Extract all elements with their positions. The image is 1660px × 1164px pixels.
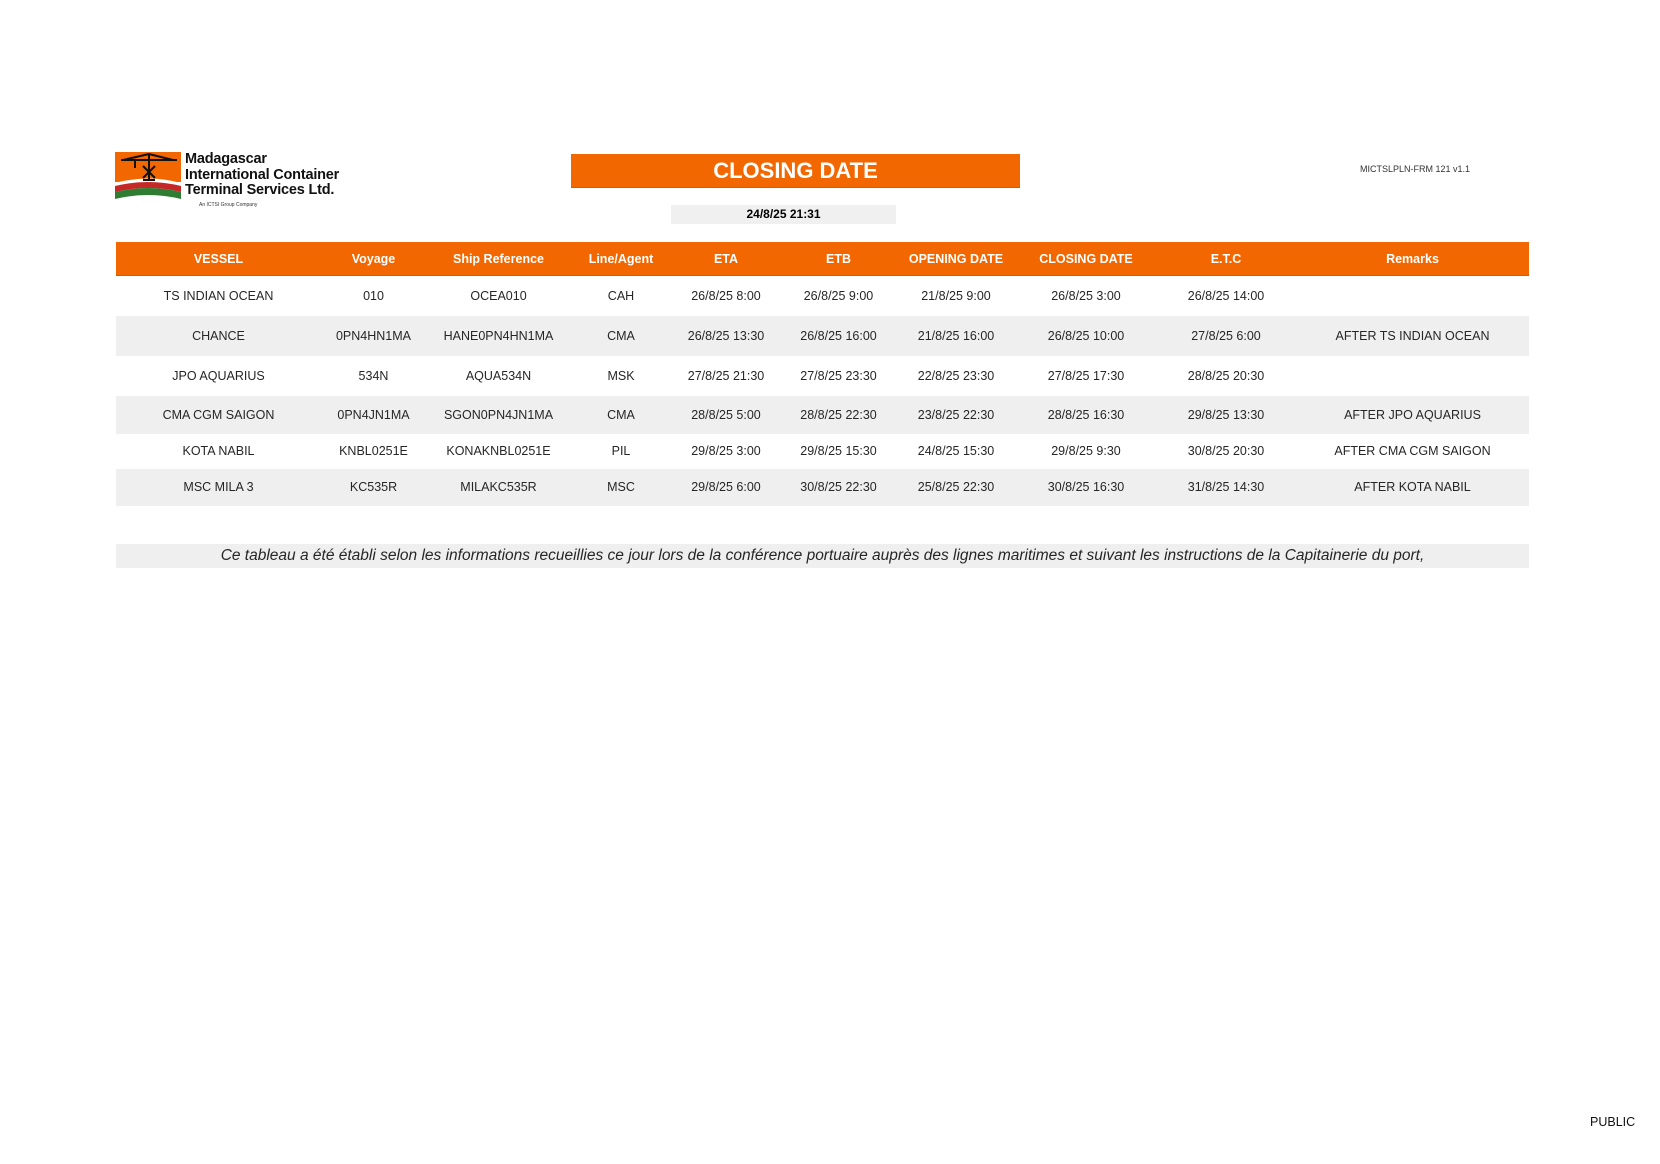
cell-etb: 27/8/25 23:30 xyxy=(781,356,896,396)
cell-remarks xyxy=(1296,276,1529,316)
cell-eta: 26/8/25 13:30 xyxy=(671,316,781,356)
cell-closing-date: 27/8/25 17:30 xyxy=(1016,356,1156,396)
cell-line-agent: CMA xyxy=(571,316,671,356)
cell-remarks: AFTER KOTA NABIL xyxy=(1296,469,1529,506)
cell-etb: 26/8/25 9:00 xyxy=(781,276,896,316)
table-row xyxy=(116,356,1529,396)
col-vessel: VESSEL xyxy=(116,242,321,276)
cell-remarks: AFTER CMA CGM SAIGON xyxy=(1296,434,1529,469)
cell-etb: 26/8/25 16:00 xyxy=(781,316,896,356)
cell-closing-date: 28/8/25 16:30 xyxy=(1016,396,1156,434)
cell-voyage: 010 xyxy=(321,276,426,316)
cell-etb: 29/8/25 15:30 xyxy=(781,434,896,469)
cell-etc: 31/8/25 14:30 xyxy=(1156,469,1296,506)
logo-line-3: Terminal Services Ltd. xyxy=(185,182,335,198)
cell-vessel: MSC MILA 3 xyxy=(116,469,321,506)
footnote: Ce tableau a été établi selon les informations recueillies ce jour lors de la conférence portuaire auprès des lignes maritimes et suivant les instructions de la Capitainerie du port, xyxy=(116,544,1529,568)
cell-opening-date: 23/8/25 22:30 xyxy=(896,396,1016,434)
cell-closing-date: 30/8/25 16:30 xyxy=(1016,469,1156,506)
cell-etc: 30/8/25 20:30 xyxy=(1156,434,1296,469)
cell-ship-reference: OCEA010 xyxy=(426,276,571,316)
logo-line-2: International Container xyxy=(185,166,340,183)
cell-etc: 27/8/25 6:00 xyxy=(1156,316,1296,356)
cell-eta: 29/8/25 3:00 xyxy=(671,434,781,469)
logo-line-1: Madagascar xyxy=(185,151,267,167)
cell-opening-date: 22/8/25 23:30 xyxy=(896,356,1016,396)
cell-opening-date: 21/8/25 16:00 xyxy=(896,316,1016,356)
cell-ship-reference: MILAKC535R xyxy=(426,469,571,506)
cell-voyage: KC535R xyxy=(321,469,426,506)
cell-closing-date: 29/8/25 9:30 xyxy=(1016,434,1156,469)
col-etc: E.T.C xyxy=(1156,242,1296,276)
cell-voyage: 0PN4JN1MA xyxy=(321,396,426,434)
cell-vessel: CMA CGM SAIGON xyxy=(116,396,321,434)
cell-vessel: TS INDIAN OCEAN xyxy=(116,276,321,316)
cell-opening-date: 25/8/25 22:30 xyxy=(896,469,1016,506)
cell-vessel: JPO AQUARIUS xyxy=(116,356,321,396)
cell-ship-reference: SGON0PN4JN1MA xyxy=(426,396,571,434)
cell-line-agent: CMA xyxy=(571,396,671,434)
cell-remarks: AFTER JPO AQUARIUS xyxy=(1296,396,1529,434)
cell-etb: 28/8/25 22:30 xyxy=(781,396,896,434)
company-name xyxy=(185,152,339,199)
document-code: MICTSLPLN-FRM 121 v1.1 xyxy=(1359,164,1471,174)
cell-line-agent: PIL xyxy=(571,434,671,469)
col-line-agent: Line/Agent xyxy=(571,242,671,276)
col-remarks: Remarks xyxy=(1296,242,1529,276)
table-row xyxy=(116,396,1529,434)
cell-eta: 27/8/25 21:30 xyxy=(671,356,781,396)
cell-closing-date: 26/8/25 3:00 xyxy=(1016,276,1156,316)
col-etb: ETB xyxy=(781,242,896,276)
col-voyage: Voyage xyxy=(321,242,426,276)
logo-tagline: An ICTSI Group Company xyxy=(199,202,258,208)
cell-eta: 26/8/25 8:00 xyxy=(671,276,781,316)
cell-ship-reference: AQUA534N xyxy=(426,356,571,396)
table-row xyxy=(116,316,1529,356)
cell-line-agent: MSK xyxy=(571,356,671,396)
col-eta: ETA xyxy=(671,242,781,276)
table-row xyxy=(116,276,1529,316)
company-logo xyxy=(115,152,355,212)
col-closing-date: CLOSING DATE xyxy=(1016,242,1156,276)
cell-voyage: 0PN4HN1MA xyxy=(321,316,426,356)
table-header-row xyxy=(116,242,1529,276)
cell-etb: 30/8/25 22:30 xyxy=(781,469,896,506)
page-title: CLOSING DATE xyxy=(571,154,1020,188)
cell-opening-date: 21/8/25 9:00 xyxy=(896,276,1016,316)
vessel-schedule-table xyxy=(116,242,1529,506)
cell-etc: 29/8/25 13:30 xyxy=(1156,396,1296,434)
cell-vessel: CHANCE xyxy=(116,316,321,356)
table-row xyxy=(116,469,1529,506)
report-datetime: 24/8/25 21:31 xyxy=(671,205,896,224)
classification-label: PUBLIC xyxy=(1590,1115,1636,1129)
cell-vessel: KOTA NABIL xyxy=(116,434,321,469)
table-row xyxy=(116,434,1529,469)
crane-logo-icon xyxy=(115,152,181,200)
cell-ship-reference: HANE0PN4HN1MA xyxy=(426,316,571,356)
col-ship-reference: Ship Reference xyxy=(426,242,571,276)
cell-etc: 28/8/25 20:30 xyxy=(1156,356,1296,396)
cell-voyage: KNBL0251E xyxy=(321,434,426,469)
cell-eta: 29/8/25 6:00 xyxy=(671,469,781,506)
cell-remarks: AFTER TS INDIAN OCEAN xyxy=(1296,316,1529,356)
cell-ship-reference: KONAKNBL0251E xyxy=(426,434,571,469)
cell-eta: 28/8/25 5:00 xyxy=(671,396,781,434)
col-opening-date: OPENING DATE xyxy=(896,242,1016,276)
cell-opening-date: 24/8/25 15:30 xyxy=(896,434,1016,469)
cell-remarks xyxy=(1296,356,1529,396)
cell-closing-date: 26/8/25 10:00 xyxy=(1016,316,1156,356)
cell-voyage: 534N xyxy=(321,356,426,396)
cell-etc: 26/8/25 14:00 xyxy=(1156,276,1296,316)
cell-line-agent: CAH xyxy=(571,276,671,316)
cell-line-agent: MSC xyxy=(571,469,671,506)
